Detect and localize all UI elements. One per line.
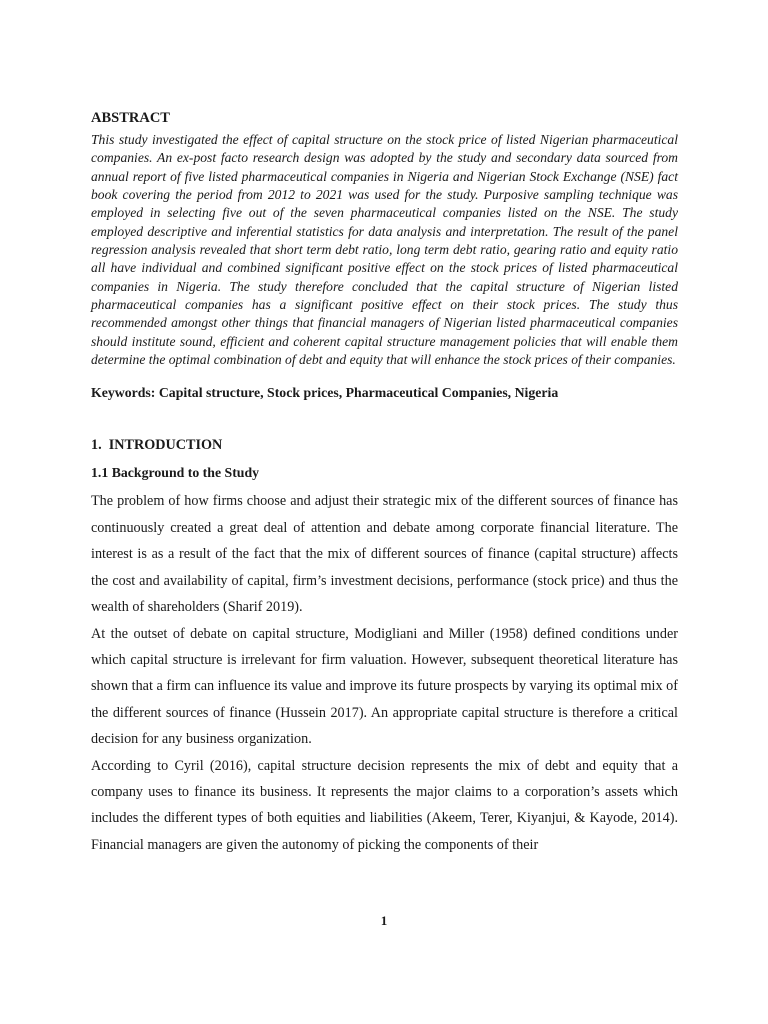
intro-paragraph: The problem of how firms choose and adjust their strategic mix of the different sources of finance has continuously created a great deal of attention and debate among corporate financial literature. The interest is as a result of the fact that the mix of different sources of finance (capital structure) affects the cost and availability of capital, firm’s investment decisions, performance (stock price) and thus the wealth of shareholders (Sharif 2019). [91,493,678,616]
intro-paragraph: At the outset of debate on capital structure, Modigliani and Miller (1958) defined conditions under which capital structure is irrelevant for firm valuation. However, subsequent theoretical literature has shown that a firm can influence its value and improve its future prospects by varying its optimal mix of the different sources of finance (Hussein 2017). An appropriate capital structure is therefore a critical decision for any business organization. [91,625,678,748]
section-heading-introduction: 1. INTRODUCTION [91,437,223,454]
keywords-label: Keywords: [91,385,156,401]
page-content [91,109,678,858]
abstract-body: This study investigated the effect of capital structure on the stock price of listed Nigerian pharmaceutical companies. An ex-post facto research design was adopted by the study and secondary data sourced from annual report of five listed pharmaceutical companies in Nigeria and Nigerian Stock Exchange (NSE) fact book covering the period from 2012 to 2021 was used for the study. Purposive sampling technique was employed in selecting five out of the seven pharmaceutical companies listed on the NSE. The study employed descriptive and inferential statistics for data analysis and interpretation. The result of the panel regression analysis revealed that short term debt ratio, long term debt ratio, gearing ratio and equity ratio all have individual and combined significant positive effect on the stock prices of listed pharmaceutical companies in Nigeria. The study therefore concluded that the capital structure of Nigerian listed pharmaceutical companies has a significant positive effect on their stock prices. The study thus recommended amongst other things that financial managers of Nigerian listed pharmaceutical companies should institute sound, efficient and coherent capital structure management policies that will enable them determine the optimal combination of debt and equity that will enhance the stock prices of their companies. [91,132,678,368]
subsection-heading-background: 1.1 Background to the Study [91,465,260,481]
keywords-text: Capital structure, Stock prices, Pharmaceutical Companies, Nigeria [158,385,559,401]
abstract-heading: ABSTRACT [91,110,170,126]
intro-paragraph: According to Cyril (2016), capital structure decision represents the mix of debt and equity that a company uses to finance its business. It represents the major claims to a corporation’s assets which includes the different types of both equities and liabilities (Akeem, Terer, Kiyanjui, & Kayode, 2014). Financial managers are given the autonomy of picking the components of their [91,757,678,853]
page-number: 1 [380,913,388,928]
keywords-line [91,384,678,402]
